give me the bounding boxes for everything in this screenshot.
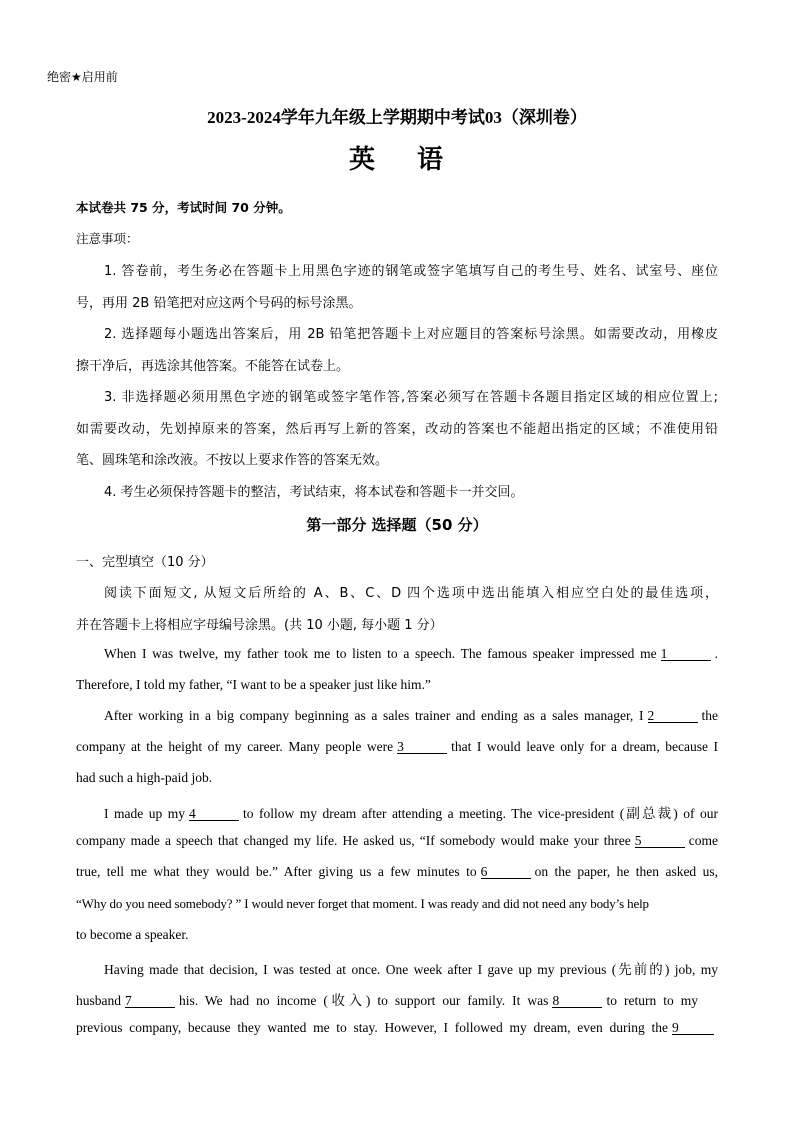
blank-4: 4 (189, 807, 239, 821)
passage-line (76, 989, 698, 1009)
blank-8: 8 (552, 994, 602, 1008)
blank-7: 7 (125, 994, 175, 1008)
passage-line (76, 1020, 718, 1036)
passage-line (76, 864, 718, 880)
passage-text: his. We had no income (收入) to support our family. It was (179, 993, 549, 1008)
passage-text: that I would leave only for a dream, because I (451, 739, 718, 754)
passage-text: to return to my (606, 993, 698, 1008)
passage-text: husband (76, 993, 121, 1008)
passage-line: Therefore, I told my father, “I want to be a speaker just like him.” (76, 677, 431, 692)
passage-line: Having made that decision, I was tested at once. One week after I gave up my previous (先前的) job, my (104, 962, 718, 977)
note-line: 擦干净后，再选涂其他答案。不能答在试卷上。 (76, 359, 350, 374)
passage-text: company at the height of my career. Many people were (76, 739, 394, 754)
passage-line: had such a high-paid job. (76, 770, 213, 785)
passage-text: company made a speech that changed my life. He asked us, “If somebody would make your three (76, 833, 631, 848)
note-line: 2. 选择题每小题选出答案后，用 2B 铅笔把答题卡上对应题目的答案标号涂黑。如需要改动，用橡皮 (104, 327, 718, 342)
exam-info: 本试卷共 75 分，考试时间 70 分钟。 (76, 200, 291, 215)
blank-6: 6 (481, 865, 531, 879)
instruction-line: 阅读下面短文, 从短文后所给的 A、B、C、D 四个选项中选出能填入相应空白处的最佳选项， (104, 586, 718, 601)
passage-text: true, tell me what they would be.” After giving us a few minutes to (76, 864, 477, 879)
note-line: 3. 非选择题必须用黑色字迹的钢笔或签字笔作答,答案必须写在答题卡各题目指定区域的相应位置上; (104, 390, 718, 405)
passage-line (104, 646, 718, 662)
passage-text: on the paper, he then asked us, (534, 864, 718, 879)
passage-text: come (688, 833, 718, 848)
instruction-line: 并在答题卡上将相应字母编号涂黑。(共 10 小题, 每小题 1 分） (76, 618, 443, 633)
passage-line (76, 739, 718, 755)
passage-line: “Why do you need somebody? ” I would never forget that moment. I was ready and did not need any body’s help (76, 896, 649, 911)
passage-text: When I was twelve, my father took me to listen to a speech. The famous speaker impressed me (104, 646, 657, 661)
passage-text: . (714, 646, 718, 661)
blank-5: 5 (635, 834, 685, 848)
exam-title: 2023-2024学年九年级上学期期中考试03（深圳卷） (207, 108, 587, 127)
subject-char-1: 英 (348, 145, 377, 175)
passage-line (76, 833, 718, 849)
notes-label: 注意事项： (76, 231, 139, 246)
passage-text: previous company, because they wanted me to stay. However, I followed my dream, even during the (76, 1020, 668, 1035)
passage-text: After working in a big company beginning as a sales trainer and ending as a sales manager, I (104, 708, 644, 723)
secret-label: 绝密★启用前 (47, 70, 118, 84)
note-line: 笔、圆珠笔和涂改液。不按以上要求作答的答案无效。 (76, 453, 389, 468)
part-heading: 第一部分 选择题（50 分） (306, 516, 488, 534)
passage-text: to follow my dream after attending a meeting. The vice-president (副总裁) of our (242, 806, 718, 821)
passage-text: I made up my (104, 806, 185, 821)
passage-line: to become a speaker. (76, 927, 189, 942)
passage-text: the (701, 708, 718, 723)
subject-char-2: 语 (417, 145, 446, 175)
passage-line (104, 708, 718, 724)
note-line: 号，再用 2B 铅笔把对应这两个号码的标号涂黑。 (76, 296, 362, 311)
blank-3: 3 (397, 740, 447, 754)
section-title: 一、完型填空（10 分） (76, 555, 214, 570)
note-line: 1. 答卷前，考生务必在答题卡上用黑色字迹的钢笔或签字笔填写自己的考生号、姓名、试室号、座位 (104, 264, 718, 279)
note-line: 如需要改动，先划掉原来的答案，然后再写上新的答案，改动的答案也不能超出指定的区域；不准使用铅 (76, 422, 718, 437)
blank-2: 2 (648, 709, 698, 723)
subject-title (0, 139, 794, 176)
note-line: 4. 考生必须保持答题卡的整洁，考试结束，将本试卷和答题卡一并交回。 (104, 485, 524, 500)
blank-9: 9 (672, 1021, 714, 1035)
passage-line (104, 802, 718, 822)
blank-1: 1 (661, 647, 711, 661)
